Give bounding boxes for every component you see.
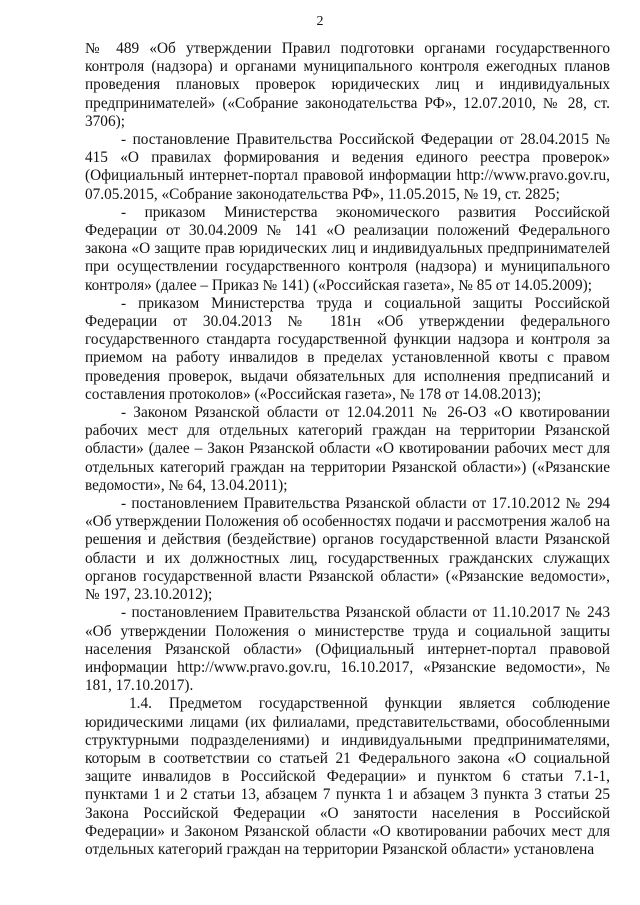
paragraph-order-141: - приказом Министерства экономического развития Российской Федерации от 30.04.2009 № 141 «О реализации положений Федерального закона «О защите прав юридических лиц и индивидуальных предпринимателей при осуществлении государственного контроля (надзора) и муниципального контроля» (далее – Приказ № 141) («Российская газета», № 85 от 14.05.2009); [85,203,610,294]
paragraph-decree-294: - постановлением Правительства Рязанской области от 17.10.2012 № 294 «Об утверждении Положения об особенностях подачи и рассмотрения жалоб на решения и действия (бездействие) органов государственной власти Рязанской области и их должностных лиц, государственных гражданских служащих органов государственной власти Рязанской области» («Рязанские ведомости», № 197, 23.10.2012); [85,495,610,604]
document-body [85,40,610,859]
paragraph-decree-415: - постановление Правительства Российской Федерации от 28.04.2015 № 415 «О правилах формирования и ведения единого реестра проверок» (Официальный интернет-портал правовой информации http://www.pravo.gov.ru, 07.05.2015, «Собрание законодательства РФ», 11.05.2015, № 19, ст. 2825; [85,131,610,203]
paragraph-section-1-4: 1.4. Предметом государственной функции является соблюдение юридическими лицами (их филиалами, представительствами, обособленными структурными подразделениями) и индивидуальными предпринимателями, которым в соответствии со статьей 21 Федерального закона «О социальной защите инвалидов в Российской Федерации» и пунктом 6 статьи 7.1-1, пунктами 1 и 2 статьи 13, абзацем 7 пункта 1 и абзацем 3 пункта 3 статьи 25 Закона Российской Федерации «О занятости населения в Российской Федерации» и Законом Рязанской области «О квотировании рабочих мест для отдельных категорий граждан на территории Рязанской области» установлена [85,695,610,858]
paragraph-law-26-oz: - Законом Рязанской области от 12.04.2011 № 26-ОЗ «О квотировании рабочих мест для отдельных категорий граждан на территории Рязанской области» (далее – Закон Рязанской области «О квотировании рабочих мест для отдельных категорий граждан на территории Рязанской области») («Рязанские ведомости», № 64, 13.04.2011); [85,404,610,494]
paragraph-continuation: № 489 «Об утверждении Правил подготовки органами государственного контроля (надзора) и органами муниципального контроля ежегодных планов проведения плановых проверок юридических лиц и индивидуальных предпринимателей» («Собрание законодательства РФ», 12.07.2010, № 28, ст. 3706); [85,40,610,130]
paragraph-order-181n: - приказом Министерства труда и социальной защиты Российской Федерации от 30.04.2013 № 181н «Об утверждении федерального государственного стандарта государственной функции надзора и контроля за приемом на работу инвалидов в пределах установленной квоты с правом проведения проверок, выдачи обязательных для исполнения предписаний и составления протоколов» («Российская газета», № 178 от 14.08.2013); [85,294,610,403]
page-number: 2 [316,14,324,29]
paragraph-decree-243: - постановлением Правительства Рязанской области от 11.10.2017 № 243 «Об утверждении Положения о министерстве труда и социальной защиты населения Рязанской области» (Официальный интернет-портал правовой информации http://www.pravo.gov.ru, 16.10.2017, «Рязанские ведомости», № 181, 17.10.2017). [85,604,610,695]
